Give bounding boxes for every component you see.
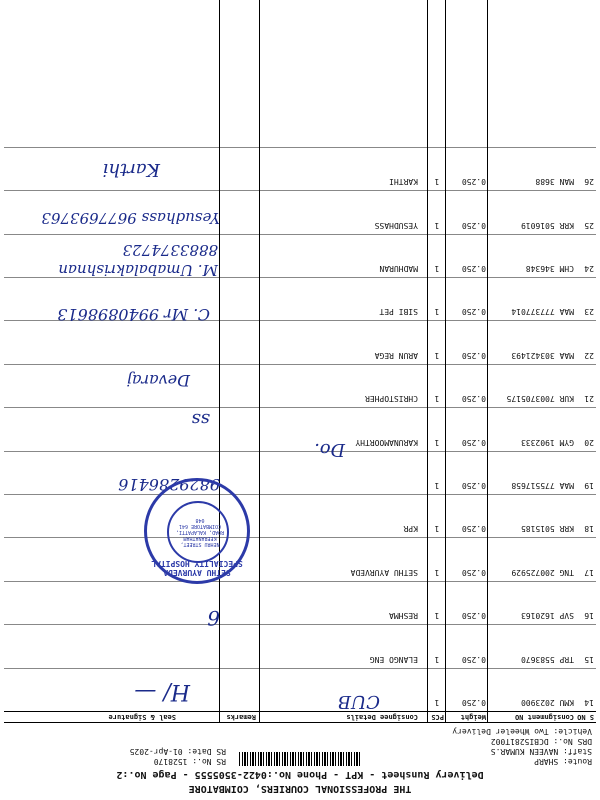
- pieces: 1: [434, 307, 440, 317]
- column-divider: [487, 0, 488, 722]
- row-sno: 15: [584, 654, 594, 664]
- weight: 0.250: [461, 220, 486, 230]
- seal-ring-text: SETHU AYURVEDA SPECIALITY HOSPITAL: [151, 559, 243, 577]
- row-sno: 19: [584, 481, 594, 491]
- pieces: 1: [434, 264, 440, 274]
- table-row: [4, 537, 596, 580]
- weight: 0.250: [461, 437, 486, 447]
- handwritten-note: CUB: [337, 691, 380, 712]
- handwritten-name: Karthi: [102, 159, 160, 180]
- table-row: [4, 407, 596, 450]
- weight: 0.250: [461, 567, 486, 577]
- row-sno: 23: [584, 307, 594, 317]
- consignment-number: SVP 1620163: [521, 611, 574, 621]
- row-sno: 16: [584, 611, 594, 621]
- handwritten-name: Devaraj: [126, 371, 190, 390]
- consignee-name: CHRISTOPHER: [365, 394, 418, 404]
- pieces: 1: [434, 567, 440, 577]
- consignment-number: GYM 1902333: [521, 437, 574, 447]
- col-weight: Weight: [460, 713, 486, 721]
- consignee-name: ARUN REGA: [374, 350, 418, 360]
- row-sno: 22: [584, 350, 594, 360]
- staff-label: Staff: NAVEEN KUMAR.S: [490, 747, 592, 756]
- barcode: [238, 752, 360, 766]
- consignee-name: SETHU AYURVEDA: [350, 567, 418, 577]
- consignment-number: MAA 775517658: [511, 481, 574, 491]
- row-sno: 26: [584, 177, 594, 187]
- consignment-number: MAN 3688: [535, 177, 574, 187]
- consignment-number: KRR 5016019: [521, 220, 574, 230]
- pieces: 1: [434, 220, 440, 230]
- weight: 0.250: [461, 524, 486, 534]
- consignee-name: SIBI PET: [379, 307, 418, 317]
- consignee-name: ELANGO ENG: [369, 654, 418, 664]
- table-row: [4, 494, 596, 537]
- weight: 0.250: [461, 611, 486, 621]
- row-sno: 14: [584, 698, 594, 707]
- signature-row21: ss: [191, 409, 210, 430]
- col-seal: Seal & Signature: [108, 713, 176, 721]
- vehicle-label: Vehicle: Two Wheeler Delivery: [452, 727, 592, 736]
- pieces: 1: [434, 611, 440, 621]
- consignee-name: KARUNAMOORTHY: [355, 437, 418, 447]
- consignment-number: KMU 2023900: [521, 698, 574, 707]
- document-subtitle: Delivery Runsheet - KPT - Phone No.:0422-3505555 - Page No.:2: [116, 769, 484, 780]
- weight: 0.250: [461, 394, 486, 404]
- handwritten-phone: C. Mr 9940898613: [57, 305, 210, 324]
- consignment-number: MAA 303421493: [511, 350, 574, 360]
- row-sno: 24: [584, 264, 594, 274]
- consignment-number: TRP 5583670: [521, 654, 574, 664]
- weight: 0.250: [461, 177, 486, 187]
- table-row: [4, 668, 596, 711]
- weight: 0.250: [461, 481, 486, 491]
- weight: 0.250: [461, 654, 486, 664]
- consignment-number: KUR 7003705175: [506, 394, 574, 404]
- hospital-seal: [144, 478, 250, 584]
- table-body: [4, 147, 596, 711]
- table-row: [4, 581, 596, 624]
- col-sno: S NO: [577, 713, 594, 721]
- table-row: [4, 147, 596, 190]
- table-row: [4, 364, 596, 407]
- table-row: [4, 451, 596, 494]
- weight: 0.250: [461, 264, 486, 274]
- pieces: 1: [434, 394, 440, 404]
- pieces: 1: [434, 437, 440, 447]
- column-divider: [427, 0, 428, 722]
- signature-row16: 6: [207, 606, 220, 630]
- pieces: 1: [434, 524, 440, 534]
- row-sno: 20: [584, 437, 594, 447]
- rs-number: RS No.: 1528170: [153, 757, 226, 766]
- consignee-name: RESHMA: [389, 611, 418, 621]
- table-row: [4, 320, 596, 363]
- pieces: 1: [434, 350, 440, 360]
- consignment-number: KRR 5015185: [521, 524, 574, 534]
- pieces: 1: [434, 654, 440, 664]
- consignee-name: YESUDHASS: [374, 220, 418, 230]
- consignee-name: KPR: [403, 524, 418, 534]
- rs-date: RS Date: 01-Apr-2025: [129, 747, 226, 756]
- weight: 0.250: [461, 698, 486, 707]
- col-remarks: Remarks: [226, 713, 256, 721]
- drs-number: DRS No.: DCBI5281T002: [490, 737, 592, 746]
- weight: 0.250: [461, 307, 486, 317]
- col-consignee: Consignee Details: [346, 713, 418, 721]
- column-divider: [445, 0, 446, 722]
- row-sno: 21: [584, 394, 594, 404]
- consignee-name: MADHURAN: [379, 264, 418, 274]
- consignment-number: TNG 200725929: [511, 567, 574, 577]
- delivery-table: [4, 0, 596, 723]
- consignment-number: MAA 777377014: [511, 307, 574, 317]
- pieces: 1: [434, 481, 440, 491]
- col-consignment: Consignment NO: [514, 713, 574, 721]
- route-label: Route: SHARP: [534, 757, 592, 766]
- column-divider: [259, 0, 260, 722]
- signature-row14: H/ —: [134, 679, 190, 704]
- table-row: [4, 624, 596, 667]
- pieces: 1: [434, 698, 440, 707]
- row-sno: 17: [584, 567, 594, 577]
- consignee-name: KARTHI: [389, 177, 418, 187]
- table-header: [4, 711, 596, 722]
- handwritten-note: Do.: [314, 439, 345, 460]
- handwritten-name-phone: M. Umabalakrishnan 8883374723: [58, 241, 218, 279]
- row-sno: 25: [584, 220, 594, 230]
- consignment-number: CHM 346348: [525, 264, 574, 274]
- col-pcs: PCS: [431, 713, 444, 721]
- pieces: 1: [434, 177, 440, 187]
- document-title: THE PROFESSIONAL COURIERS, COIMBATORE: [188, 783, 412, 794]
- handwritten-name-phone: Yesudhass 9677693763: [41, 209, 220, 227]
- row-sno: 18: [584, 524, 594, 534]
- weight: 0.250: [461, 350, 486, 360]
- seal-address: NEHRU STREET, KEERANATHAM ROAD, KALAPATTI, COIMBATORE 641 048: [175, 517, 225, 547]
- handwritten-phone: 9829286416: [118, 475, 220, 494]
